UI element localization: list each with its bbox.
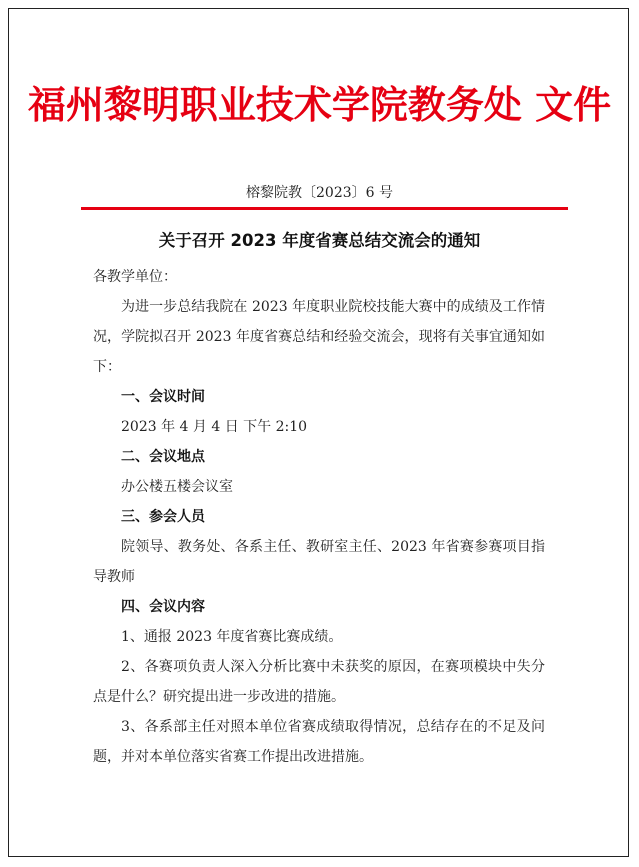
agenda-item: 1、通报 2023 年度省赛比赛成绩。 xyxy=(121,629,343,645)
section-heading-agenda: 四、会议内容 xyxy=(121,599,205,615)
notice-title: 关于召开 2023 年度省赛总结交流会的通知 xyxy=(158,231,481,250)
section-heading-time: 一、会议时间 xyxy=(121,389,205,405)
red-divider-line xyxy=(81,207,568,210)
intro-paragraph: 为进一步总结我院在 2023 年度职业院校技能大赛中的成绩及工作情况，学院拟召开 2023 年度省赛总结和经验交流会，现将有关事宜通知如下： xyxy=(93,299,545,375)
section-heading-attendees: 三、参会人员 xyxy=(121,509,205,525)
document-issuer-header: 福州黎明职业技术学院教务处 文件 xyxy=(27,83,612,127)
document-number: 榕黎院教〔2023〕6 号 xyxy=(246,185,393,201)
agenda-item: 2、各赛项负责人深入分析比赛中未获奖的原因，在赛项模块中失分点是什么？研究提出进一步改进的措施。 xyxy=(93,659,545,705)
notice-body xyxy=(93,262,545,772)
meeting-attendees: 院领导、教务处、各系主任、教研室主任、2023 年省赛参赛项目指导教师 xyxy=(93,539,545,585)
meeting-place: 办公楼五楼会议室 xyxy=(121,479,233,495)
agenda-item: 3、各系部主任对照本单位省赛成绩取得情况，总结存在的不足及问题，并对本单位落实省赛工作提出改进措施。 xyxy=(93,719,545,765)
meeting-time: 2023 年 4 月 4 日 下午 2:10 xyxy=(121,419,308,435)
section-heading-place: 二、会议地点 xyxy=(121,449,205,465)
salutation: 各教学单位： xyxy=(93,269,177,285)
